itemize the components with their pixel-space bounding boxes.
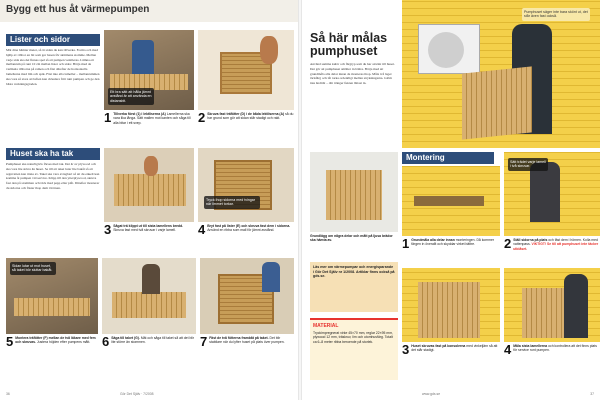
page-number-right: 37 (590, 392, 594, 396)
right-intro: Använd samma kulör och färgtyp som du har använt till huset. Det gör att pumphuset smälter in bättre. Börja med att grundmåla alla delar innan de monteras ihop. Måla två lager täckfärg och låt torka ordentligt mellan strykningarna. Glöm inte ändträt – där tränger fukten lättast in. (310, 62, 395, 86)
tip-4: Sätt trädet varje lamell i två skruvar. (508, 158, 548, 171)
section-heading-lister: Lister och sidor (6, 34, 100, 46)
kicker-bar (0, 0, 298, 22)
right-step-caption-2: 2 Ställ sidorna på plats och fäst dem i hörnen. Kolla med vattenpass. VIKTIGT! Se till att pumphuset inte täcker utblåset. (504, 236, 599, 251)
section-text-tak: Pumphuset ska naturligtvis förses med tak. Det är av plywood och ska vara lite större än huset. Se till att taket lutar lite bakåt så att regnvatten kan rinna av. Taket ska vara avtagbart så att du enkelt kan komma åt pumpen vid service. Klipp till den ytterplywood, skruva fast den på stommen och täck med papp eller plåt. Därefter monterar du sidorna och fäster ihop dem i hörnen. (6, 162, 100, 190)
right-step-caption-3: 3 Huset skruvas fast på konsolerna med vinkeljärn så att det står stadigt. (402, 342, 498, 357)
photo-step-5 (6, 258, 98, 334)
right-title: Så här målas pumphuset (310, 31, 388, 58)
caption-top: Pumphuset säger inte bara skönt ut, det står även fast också. (522, 8, 590, 21)
photo-step-3 (104, 148, 194, 222)
info-text: Läs mer om värmepumpar och energisparande i Gör Det Själv nr 1/2008. Artiklar finns också på gds.se. (313, 265, 395, 279)
step-caption-1: 1 Tillverka först (1) i lektliserna (A) Lamellerna ska vara lika långa. Sätt mallen mot kanten och såga till alla bitar i ett svep. (104, 110, 191, 125)
step-caption-2: 2 Skruva fast träfötter (D) i de båda lektliserna (A) så du har grund som gör att sidan står stadigt och rakt. (198, 110, 294, 125)
photo-step-7 (200, 258, 294, 334)
section-heading-tak: Huset ska ha tak (6, 148, 100, 160)
photo-mount-2 (504, 152, 600, 236)
right-page (302, 0, 600, 400)
photo-step-4 (198, 148, 294, 222)
section-heading-montering: Montering (402, 152, 494, 164)
step-caption-7: 7 Fäst de två fötterna frambåt på taket. Det blir stabilare när du lyfter huset på plats över pumpen. (200, 334, 285, 349)
photo-mount-1 (402, 166, 500, 236)
photo-step-2 (198, 30, 294, 110)
material-text: Tryckimpregnerat virke 45×70 mm, reglar 22×95 mm, plywood 12 mm, träskruv, lim och utomhusfärg. Totalt ca 6–8 meter ribba beroende på storlek. (313, 331, 393, 344)
viktigt-note: VIKTIGT! Se till att pumphuset inte täcker utblåset. (513, 242, 599, 251)
photo-step-1 (104, 30, 194, 110)
tip-1: Ett bra sätt att hålla jämnt avstånd är att använda en distansbit. (108, 88, 154, 105)
right-step-caption-4: 4 Måla sista lamellerna och kontrollera att det finns plats för service runt pumpen. (504, 342, 597, 357)
right-step-caption-1: 1 Grundmåla alla delar innan monteringen. Då kommer färgen in överallt och skyddar virket bättre. (402, 236, 494, 251)
step-caption-5: 5 Montera träfötter (F) mellan de två läkare med fem och skruvas. Justera höjden efter pumpens mått. (6, 334, 96, 349)
photo-mount-3 (402, 268, 500, 342)
step-caption-6: 6 Säga till taket (G). Mät och såga till taket så att det blir lite större än stommen. (102, 334, 194, 349)
footer-left: Gör Det Själv · 7/2008 (120, 392, 154, 396)
step-caption-3: 3 Sågat trä klippt ut till sista lamellens bredd. Skruva fast med två skruvar i varje lamell. (104, 222, 184, 237)
material-heading: MATERIAL (313, 323, 339, 329)
left-page (0, 0, 298, 400)
photo-mount-4 (504, 268, 600, 342)
section-text-lister: Mät dina hämter meter, så är sidan du kan tillverka. Forma och med hjälp av ribbor en bit som ger basen för skärmens stomme. Mellan varje sida ska det finnas spel så att pumpen ventileras. Lämna ett mellanrum på runt 10 cm mellan lister och sidor. Börja med de vertikala ribborna på ramen och fäst därefter de horisontella lamellerna med lim och spik. Fäst inte alla lameller – mellanrummen ska vara så stora att luften kan cirkulera fritt runt pumpen och ge den bästa verkningsgraden. (6, 48, 100, 86)
grund-caption: Grundlägg om några delar och mått på ljusa brädor ska hämta av. (310, 234, 393, 243)
footer-right: www.gds.se (422, 392, 441, 396)
photo-hero (402, 0, 600, 148)
kicker: Bygg ett hus åt värmepumpen (6, 4, 150, 15)
page-number-left: 36 (6, 392, 10, 396)
step-caption-4: 4 Bryt fast på lister (E) och skruva fast dem i sidorna. Använd en ribba som mall för jämnt avstånd. (198, 222, 291, 237)
tip-2: Tryck ihop sidorna med tvingar när limmet torkar. (204, 196, 260, 209)
info-box (310, 262, 398, 312)
material-box (310, 318, 398, 380)
tip-3: Sidan lutar ut mot huset, så taket bör sluttar bakåt. (10, 262, 56, 275)
photo-paint (310, 152, 398, 232)
photo-step-6 (102, 258, 196, 334)
